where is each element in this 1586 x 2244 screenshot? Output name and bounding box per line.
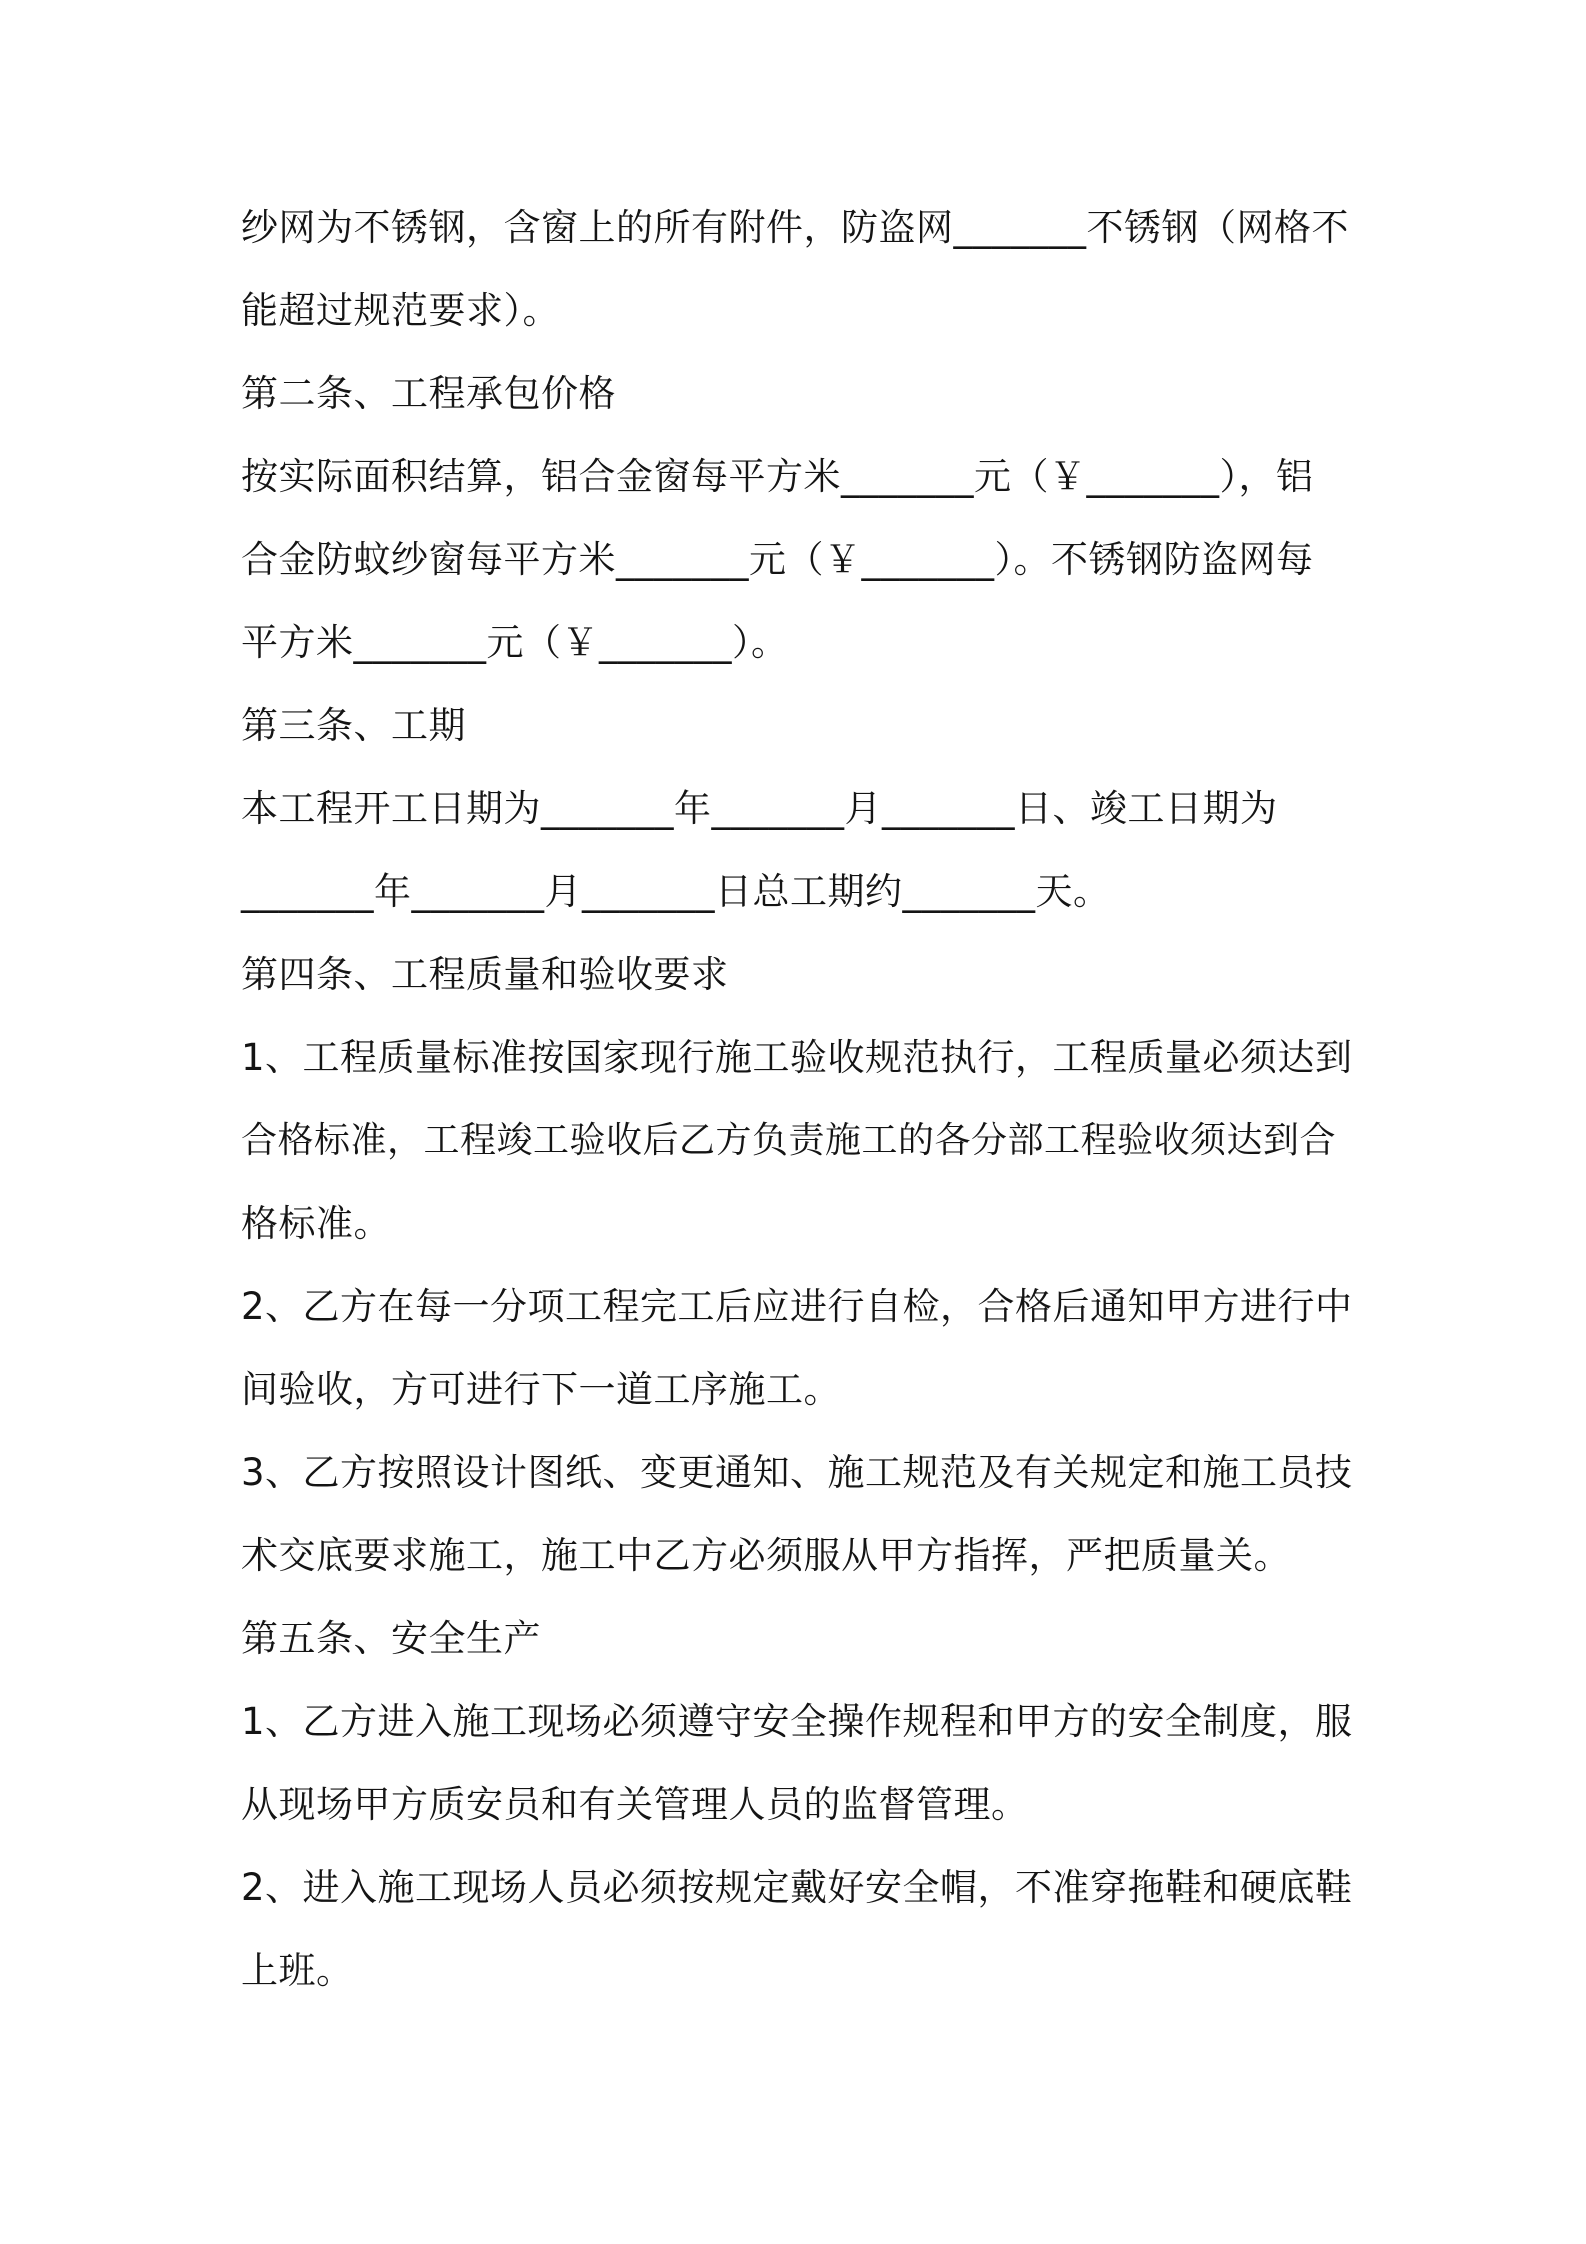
section-heading: 第四条、工程质量和验收要求 <box>241 953 729 996</box>
text-line: 按实际面积结算，铝合金窗每平方米_______元（￥_______），铝 <box>241 455 1314 498</box>
section-heading: 第三条、工期 <box>241 704 466 747</box>
text-line: 间验收，方可进行下一道工序施工。 <box>241 1368 841 1411</box>
text-line: 术交底要求施工，施工中乙方必须服从甲方指挥，严把质量关。 <box>241 1534 1291 1577</box>
text-line: 合格标准，工程竣工验收后乙方负责施工的各分部工程验收须达到合 <box>241 1120 1337 1161</box>
text-line: 1、乙方进入施工现场必须遵守安全操作规程和甲方的安全制度，服 <box>241 1700 1353 1743</box>
text-line: 3、乙方按照设计图纸、变更通知、施工规范及有关规定和施工员技 <box>241 1451 1353 1494</box>
text-line: 2、进入施工现场人员必须按规定戴好安全帽，不准穿拖鞋和硬底鞋 <box>241 1866 1353 1909</box>
text-line: 2、乙方在每一分项工程完工后应进行自检，合格后通知甲方进行中 <box>241 1285 1353 1328</box>
text-line: 平方米_______元（￥_______）。 <box>241 621 789 664</box>
section-heading: 第五条、安全生产 <box>241 1617 541 1660</box>
section-heading: 第二条、工程承包价格 <box>241 372 616 415</box>
text-line: 1、工程质量标准按国家现行施工验收规范执行，工程质量必须达到 <box>241 1036 1353 1079</box>
text-line: 从现场甲方质安员和有关管理人员的监督管理。 <box>241 1783 1029 1826</box>
text-line: 合金防蚊纱窗每平方米_______元（￥_______）。不锈钢防盗网每 <box>241 538 1314 581</box>
text-line: _______年_______月_______日总工期约_______天。 <box>241 870 1111 913</box>
text-line: 本工程开工日期为_______年_______月_______日、竣工日期为 <box>241 787 1278 830</box>
text-line: 格标准。 <box>241 1202 391 1245</box>
text-line: 纱网为不锈钢，含窗上的所有附件，防盗网_______不锈钢（网格不 <box>241 206 1349 249</box>
text-line: 上班。 <box>241 1949 354 1992</box>
text-line: 能超过规范要求）。 <box>241 289 560 332</box>
